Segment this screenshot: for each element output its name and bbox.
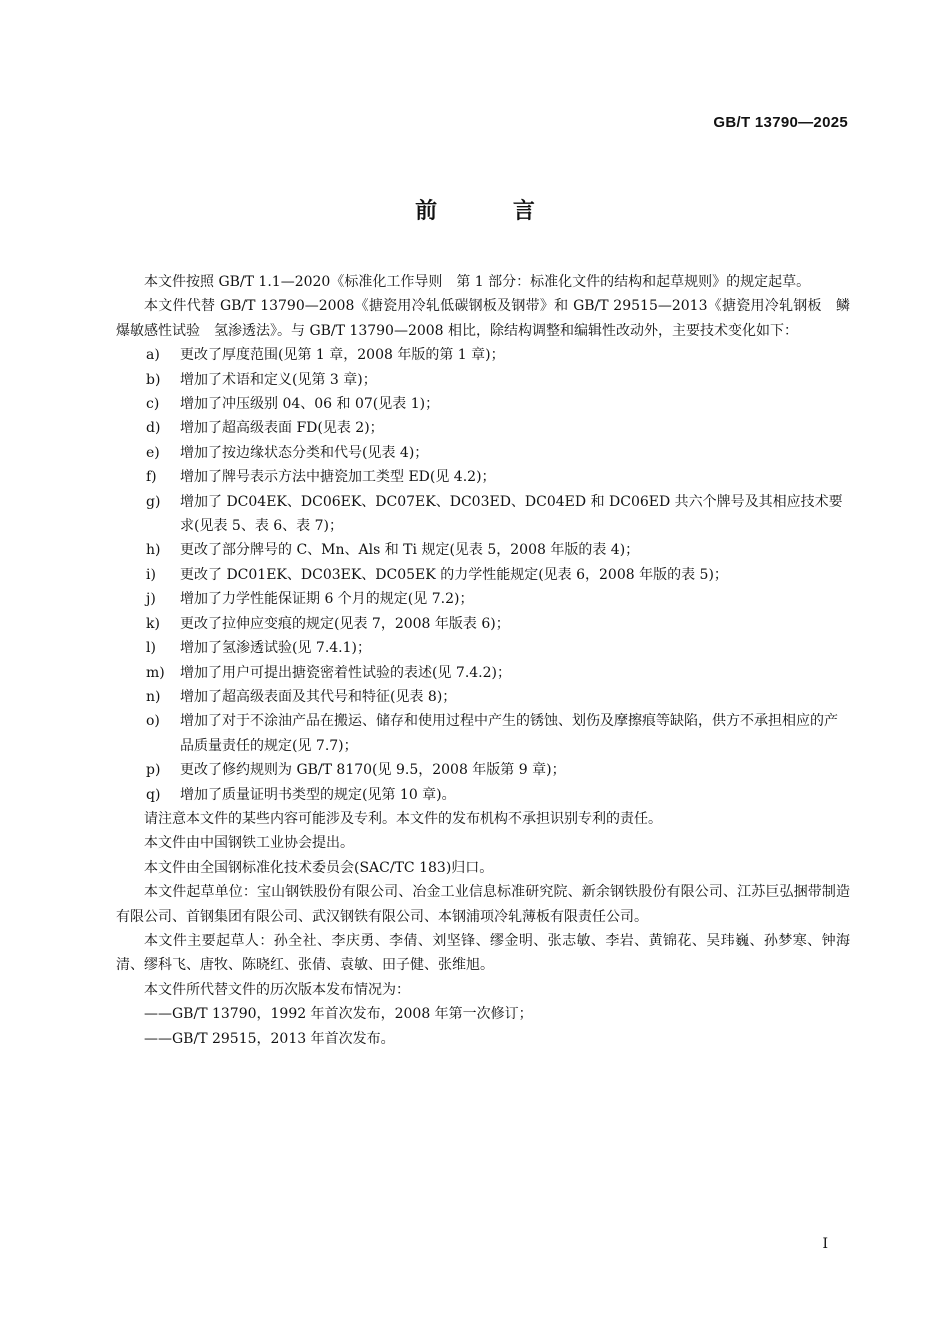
list-marker: m)	[146, 664, 165, 681]
list-item-text: 增加了对于不涂油产品在搬运、储存和使用过程中产生的锈蚀、划伤及摩擦痕等缺陷，供方不承担相应的产品质量责任的规定(见 7.7)；	[180, 713, 838, 754]
page-title: 前 言	[415, 199, 569, 224]
list-item-text: 增加了氢渗透试验(见 7.4.1)；	[180, 640, 371, 657]
list-item-text: 增加了力学性能保证期 6 个月的规定(见 7.2)；	[180, 591, 474, 608]
list-marker: h)	[146, 542, 161, 559]
list-marker: k)	[146, 615, 160, 632]
list-marker: d)	[146, 420, 161, 437]
list-item-text: 增加了超高级表面 FD(见表 2)；	[180, 420, 384, 437]
list-item-text: 更改了拉伸应变痕的规定(见表 7，2008 年版表 6)；	[180, 615, 510, 632]
list-item-text: 更改了修约规则为 GB/T 8170(见 9.5，2008 年版第 9 章)；	[180, 762, 566, 779]
list-item-text: 增加了用户可提出搪瓷密着性试验的表述(见 7.4.2)；	[180, 664, 511, 681]
document-code: GB/T 13790—2025	[713, 114, 848, 131]
list-item-text: 增加了 DC04EK、DC06EK、DC07EK、DC03ED、DC04ED 和 DC06ED 共六个牌号及其相应技术要求(见表 5、表 6、表 7)；	[180, 493, 843, 535]
paragraph: 本文件按照 GB/T 1.1—2020《标准化工作导则 第 1 部分：标准化文件的结构和起草规则》的规定起草。	[144, 274, 811, 290]
list-marker: l)	[146, 640, 156, 657]
drafting-organizations: 本文件起草单位：宝山钢铁股份有限公司、冶金工业信息标准研究院、新余钢铁股份有限公司、江苏巨弘捆带制造有限公司、首钢集团有限公司、武汉钢铁有限公司、本钢浦项冷轧薄板有限责任公司。	[116, 884, 850, 925]
list-item	[116, 563, 850, 587]
list-item-text: 增加了质量证明书类型的规定(见第 10 章)。	[180, 786, 456, 803]
list-marker: c)	[146, 396, 160, 413]
list-item	[116, 343, 850, 367]
list-marker: j)	[146, 591, 156, 608]
list-item-text: 更改了部分牌号的 C、Mn、Als 和 Ti 规定(见表 5，2008 年版的表 4)；	[180, 542, 640, 559]
list-item-text: 增加了术语和定义(见第 3 章)；	[180, 371, 377, 388]
main-drafters: 本文件主要起草人：孙全社、李庆勇、李倩、刘坚锋、缪金明、张志敏、李岩、黄锦花、吴玮巍、孙梦寒、钟海清、缪科飞、唐牧、陈晓红、张倩、袁敏、田子健、张维旭。	[116, 932, 850, 974]
version-history-intro: 本文件所代替文件的历次版本发布情况为：	[144, 981, 410, 998]
list-item-text: 增加了牌号表示方法中搪瓷加工类型 ED(见 4.2)；	[180, 469, 496, 486]
list-marker: n)	[146, 688, 161, 705]
list-marker: g)	[146, 493, 161, 510]
list-item-text: 更改了 DC01EK、DC03EK、DC05EK 的力学性能规定(见表 6，2008 年版的表 5)；	[180, 566, 728, 583]
list-item-text: 增加了冲压级别 04、06 和 07(见表 1)；	[180, 396, 440, 413]
list-item	[116, 490, 850, 539]
list-item	[116, 783, 850, 807]
list-marker: o)	[146, 713, 160, 730]
version-history-item: ——GB/T 13790，1992 年首次发布，2008 年第一次修订；	[144, 1006, 533, 1023]
page-number: I	[822, 1236, 828, 1252]
list-item	[116, 758, 850, 782]
list-item	[116, 587, 850, 611]
list-item	[116, 368, 850, 392]
list-marker: a)	[146, 347, 160, 364]
list-marker: i)	[146, 566, 156, 583]
list-item	[116, 636, 850, 660]
list-item	[116, 538, 850, 562]
list-item	[116, 465, 850, 489]
technical-changes-list	[116, 343, 850, 807]
list-marker: e)	[146, 444, 160, 461]
paragraph: 本文件代替 GB/T 13790—2008《搪瓷用冷轧低碳钢板及钢带》和 GB/T 29515—2013《搪瓷用冷轧钢板 鳞爆敏感性试验 氢渗透法》。与 GB/T 13790—2008 相比，除结构调整和编辑性改动外，主要技术变化如下：	[116, 298, 850, 339]
version-history-item: ——GB/T 29515，2013 年首次发布。	[144, 1030, 395, 1047]
proposer-statement: 本文件由中国钢铁工业协会提出。	[144, 835, 354, 852]
list-item	[116, 661, 850, 685]
list-item	[116, 441, 850, 465]
list-item-text: 增加了超高级表面及其代号和特征(见表 8)；	[180, 688, 457, 705]
foreword-body	[116, 270, 850, 1051]
list-marker: q)	[146, 786, 161, 803]
list-item	[116, 685, 850, 709]
list-item	[116, 709, 850, 758]
list-marker: p)	[146, 762, 161, 779]
list-marker: f)	[146, 469, 157, 486]
technical-committee-statement: 本文件由全国钢标准化技术委员会(SAC/TC 183)归口。	[144, 859, 494, 876]
list-item	[116, 612, 850, 636]
patent-notice: 请注意本文件的某些内容可能涉及专利。本文件的发布机构不承担识别专利的责任。	[144, 810, 662, 827]
list-marker: b)	[146, 371, 161, 388]
list-item	[116, 392, 850, 416]
list-item-text: 更改了厚度范围(见第 1 章，2008 年版的第 1 章)；	[180, 347, 505, 364]
list-item	[116, 416, 850, 440]
list-item-text: 增加了按边缘状态分类和代号(见表 4)；	[180, 444, 429, 461]
